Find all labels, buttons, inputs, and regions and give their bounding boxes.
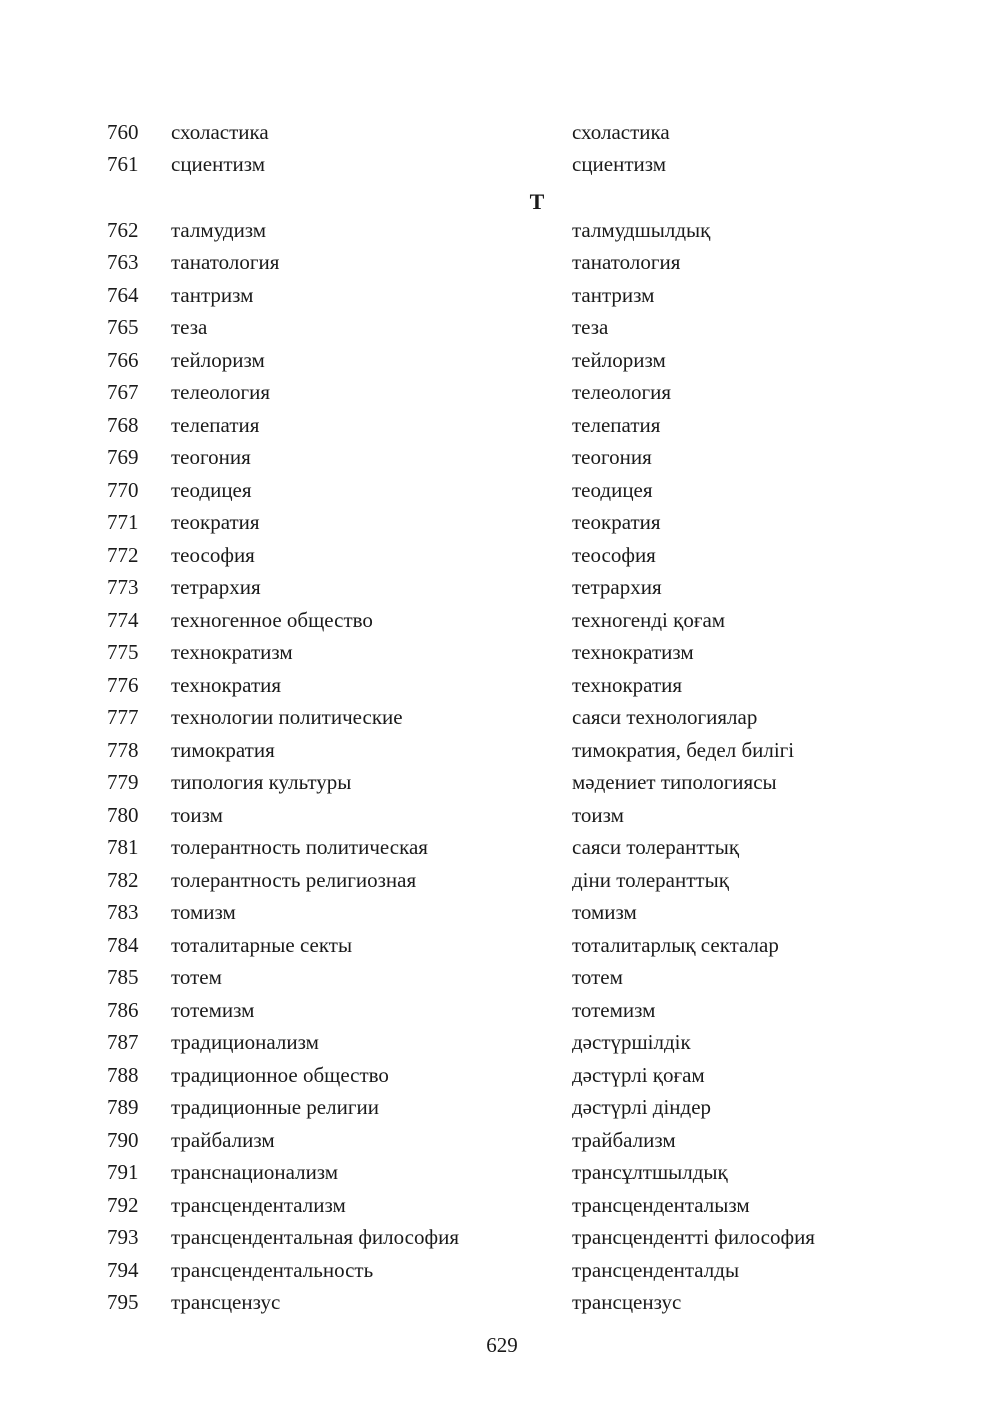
entry-number: 782 xyxy=(107,867,139,892)
entry-term-kazakh: техногенді қоғам xyxy=(572,607,726,632)
list-item xyxy=(0,604,1004,636)
list-item xyxy=(0,1059,1004,1091)
entry-term-kazakh: технократизм xyxy=(572,640,694,664)
list-item xyxy=(0,246,1004,278)
entry-number: 771 xyxy=(107,510,139,534)
entry-term-kazakh: тимократия, бедел билігі xyxy=(572,737,795,762)
entry-term-russian: телепатия xyxy=(171,412,260,437)
entry-term-kazakh: теософия xyxy=(572,542,656,567)
entry-number: 793 xyxy=(107,1225,139,1249)
entry-term-kazakh: тотем xyxy=(572,965,623,989)
list-item xyxy=(0,831,1004,863)
entry-term-kazakh: тантризм xyxy=(572,282,655,307)
entry-term-russian: трансцендентализм xyxy=(171,1192,346,1217)
entry-number: 769 xyxy=(107,445,139,469)
entry-term-kazakh: саяси толеранттық xyxy=(572,835,740,859)
entry-term-russian: традиционные религии xyxy=(171,1095,379,1119)
entry-term-kazakh: танатология xyxy=(572,250,681,274)
entry-term-kazakh: трансценденттi философия xyxy=(572,1225,815,1249)
entry-term-russian: толерантность политическая xyxy=(171,835,428,859)
entry-number: 778 xyxy=(107,737,139,762)
entry-number: 763 xyxy=(107,250,139,274)
entry-term-russian: тейлоризм xyxy=(171,347,265,372)
entry-term-kazakh: діни толеранттық xyxy=(572,867,729,892)
entry-term-russian: трансцендентальность xyxy=(171,1257,374,1282)
list-item xyxy=(0,116,1004,148)
entry-term-kazakh: тейлоризм xyxy=(572,347,666,372)
list-item xyxy=(0,279,1004,311)
entry-term-russian: томизм xyxy=(171,900,236,924)
entry-term-kazakh: трансценденталызм xyxy=(572,1192,750,1217)
list-item xyxy=(0,506,1004,538)
entry-term-russian: сциентизм xyxy=(171,152,266,176)
entry-number: 772 xyxy=(107,542,139,567)
list-item xyxy=(0,799,1004,831)
entry-term-russian: технологии политические xyxy=(171,705,403,729)
entry-term-kazakh: теза xyxy=(572,315,609,339)
entry-number: 786 xyxy=(107,997,139,1022)
entry-term-russian: трайбализм xyxy=(171,1127,275,1152)
entry-number: 761 xyxy=(107,152,139,176)
entry-number: 768 xyxy=(107,412,139,437)
entry-term-kazakh: теодицея xyxy=(572,477,653,502)
list-item xyxy=(0,669,1004,701)
entry-term-russian: технократизм xyxy=(171,640,293,664)
list-item xyxy=(0,1189,1004,1221)
entry-term-russian: трансцензус xyxy=(171,1290,281,1314)
entry-number: 774 xyxy=(107,607,139,632)
entry-term-russian: традиционное общество xyxy=(171,1062,389,1087)
entry-number: 784 xyxy=(107,932,139,957)
list-item xyxy=(0,734,1004,766)
entry-number: 765 xyxy=(107,315,139,339)
entry-term-russian: транснационализм xyxy=(171,1160,339,1184)
entry-term-kazakh: трансценденталды xyxy=(572,1257,740,1282)
entry-term-kazakh: трансцензус xyxy=(572,1290,682,1314)
entry-term-russian: теодицея xyxy=(171,477,252,502)
entry-term-russian: типология культуры xyxy=(171,770,352,794)
entry-term-kazakh: технократия xyxy=(572,672,683,697)
entry-number: 766 xyxy=(107,347,139,372)
entry-number: 792 xyxy=(107,1192,139,1217)
entry-number: 787 xyxy=(107,1030,139,1054)
list-item xyxy=(0,1124,1004,1156)
entry-term-kazakh: дәстүрлі қоғам xyxy=(572,1062,705,1087)
entry-number: 775 xyxy=(107,640,139,664)
list-item xyxy=(0,148,1004,180)
entry-term-kazakh: тоизм xyxy=(572,802,624,827)
entry-term-russian: техногенное общество xyxy=(171,607,373,632)
entry-term-russian: трансцендентальная философия xyxy=(171,1225,459,1249)
entry-term-kazakh: схоластика xyxy=(572,120,670,144)
list-item xyxy=(0,1254,1004,1286)
entry-term-kazakh: трансұлтшылдық xyxy=(572,1160,728,1184)
section-letter-heading: Т xyxy=(529,189,545,214)
entry-number: 760 xyxy=(107,120,139,144)
entry-number: 770 xyxy=(107,477,139,502)
entry-term-kazakh: тотемизм xyxy=(572,997,656,1022)
entry-term-russian: тантризм xyxy=(171,282,254,307)
list-item xyxy=(0,344,1004,376)
entry-term-kazakh: тетрархия xyxy=(572,575,662,599)
entry-term-kazakh: дәстүршілдік xyxy=(572,1030,691,1054)
list-item xyxy=(0,441,1004,473)
entry-term-russian: теза xyxy=(171,315,208,339)
list-item xyxy=(0,1156,1004,1188)
list-item xyxy=(0,701,1004,733)
entry-term-russian: тетрархия xyxy=(171,575,261,599)
list-item xyxy=(0,409,1004,441)
entry-term-kazakh: тоталитарлық секталар xyxy=(572,932,779,957)
list-item xyxy=(0,214,1004,246)
entry-term-russian: тоталитарные секты xyxy=(171,932,353,957)
entry-term-russian: тоизм xyxy=(171,802,223,827)
entry-number: 795 xyxy=(107,1290,139,1314)
entry-term-russian: теократия xyxy=(171,510,260,534)
list-item xyxy=(0,929,1004,961)
entry-number: 794 xyxy=(107,1257,139,1282)
entry-term-russian: схоластика xyxy=(171,120,269,144)
list-item xyxy=(0,1286,1004,1318)
entry-term-kazakh: телепатия xyxy=(572,412,661,437)
list-item xyxy=(0,539,1004,571)
list-item xyxy=(0,961,1004,993)
entry-number: 779 xyxy=(107,770,139,794)
entry-number: 790 xyxy=(107,1127,139,1152)
list-item xyxy=(0,1026,1004,1058)
list-item xyxy=(0,376,1004,408)
entry-term-kazakh: дәстүрлі діндер xyxy=(572,1095,712,1119)
entry-term-kazakh: сциентизм xyxy=(572,152,667,176)
list-item xyxy=(0,1091,1004,1123)
entry-number: 788 xyxy=(107,1062,139,1087)
entry-number: 783 xyxy=(107,900,139,924)
entry-number: 780 xyxy=(107,802,139,827)
list-item xyxy=(0,994,1004,1026)
list-item xyxy=(0,896,1004,928)
entry-number: 762 xyxy=(107,217,139,242)
entry-number: 781 xyxy=(107,835,139,859)
entry-number: 785 xyxy=(107,965,139,989)
entry-term-russian: телеология xyxy=(171,380,271,404)
entry-number: 791 xyxy=(107,1160,139,1184)
entry-term-kazakh: теогония xyxy=(572,445,652,469)
entry-term-kazakh: теократия xyxy=(572,510,661,534)
page-number: 629 xyxy=(486,1333,518,1357)
entry-term-russian: тимократия xyxy=(171,737,275,762)
entry-term-kazakh: томизм xyxy=(572,900,637,924)
entry-number: 789 xyxy=(107,1095,139,1119)
entry-term-russian: талмудизм xyxy=(171,217,267,242)
list-item xyxy=(0,1221,1004,1253)
entry-term-russian: технократия xyxy=(171,672,282,697)
entry-term-russian: толерантность религиозная xyxy=(171,867,417,892)
entry-number: 773 xyxy=(107,575,139,599)
list-item xyxy=(0,766,1004,798)
entry-term-russian: танатология xyxy=(171,250,280,274)
entry-term-russian: тотемизм xyxy=(171,997,255,1022)
list-item xyxy=(0,571,1004,603)
entry-number: 764 xyxy=(107,282,139,307)
list-item xyxy=(0,474,1004,506)
entry-term-kazakh: телеология xyxy=(572,380,672,404)
entry-term-kazakh: трайбализм xyxy=(572,1127,676,1152)
entry-term-kazakh: саяси технологиялар xyxy=(572,705,758,729)
list-item xyxy=(0,311,1004,343)
entry-term-russian: теософия xyxy=(171,542,255,567)
entry-number: 777 xyxy=(107,705,139,729)
entry-term-kazakh: мәдениет типологиясы xyxy=(572,770,777,794)
entry-term-kazakh: талмудшылдық xyxy=(572,217,711,242)
entry-term-russian: традиционализм xyxy=(171,1030,319,1054)
list-item xyxy=(0,864,1004,896)
entry-term-russian: теогония xyxy=(171,445,251,469)
list-item xyxy=(0,636,1004,668)
entry-number: 767 xyxy=(107,380,139,404)
entry-number: 776 xyxy=(107,672,139,697)
entry-term-russian: тотем xyxy=(171,965,222,989)
